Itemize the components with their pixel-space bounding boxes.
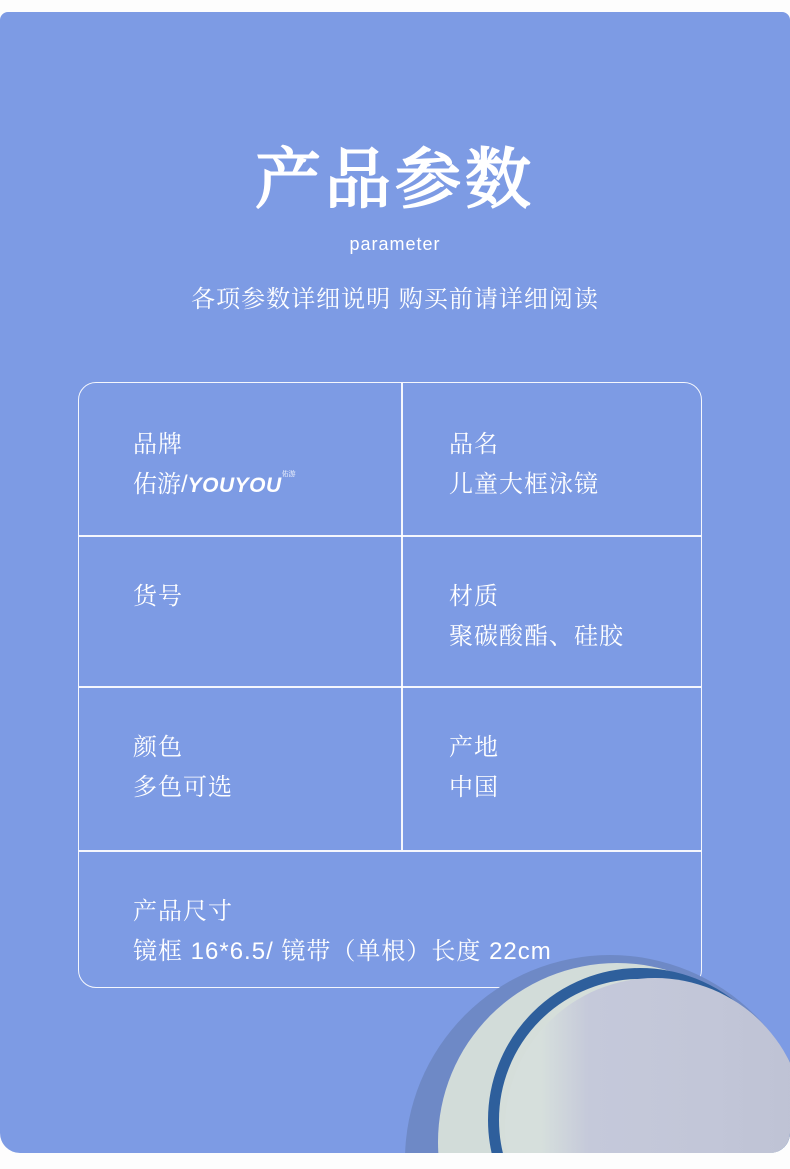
parameter-subtitle: parameter xyxy=(349,234,441,254)
dimensions-value: 镜框 16*6.5/ 镜带（单根）长度 22cm xyxy=(133,938,552,965)
color-value: 多色可选 xyxy=(133,774,233,801)
product-name-label: 品名 xyxy=(449,431,499,458)
spec-cell-brand xyxy=(79,383,401,535)
dimensions-label: 产品尺寸 xyxy=(133,898,233,925)
origin-label: 产地 xyxy=(449,734,499,761)
content-panel xyxy=(0,12,790,1153)
origin-value: 中国 xyxy=(449,774,499,801)
color-label: 颜色 xyxy=(133,734,183,761)
material-value: 聚碳酸酯、硅胶 xyxy=(449,623,624,650)
brand-logo-mark: 佑游 xyxy=(281,471,296,478)
spec-cell-material xyxy=(401,535,703,686)
spec-cell-product-name xyxy=(401,383,703,535)
brand-logo: YOUYOU xyxy=(187,474,282,497)
item-no-label: 货号 xyxy=(133,583,183,610)
intro-note: 各项参数详细说明 购买前请详细阅读 xyxy=(191,286,599,313)
spec-cell-item-no xyxy=(79,535,401,686)
product-name-value: 儿童大框泳镜 xyxy=(449,471,599,498)
page-title: 产品参数 xyxy=(255,142,535,216)
spec-cell-origin xyxy=(401,686,703,850)
brand-prefix: 佑游/ xyxy=(133,471,188,498)
brand-value xyxy=(133,465,401,506)
material-label: 材质 xyxy=(449,583,499,610)
spec-cell-color xyxy=(79,686,401,850)
spec-table xyxy=(78,382,702,988)
brand-label: 品牌 xyxy=(133,431,183,458)
